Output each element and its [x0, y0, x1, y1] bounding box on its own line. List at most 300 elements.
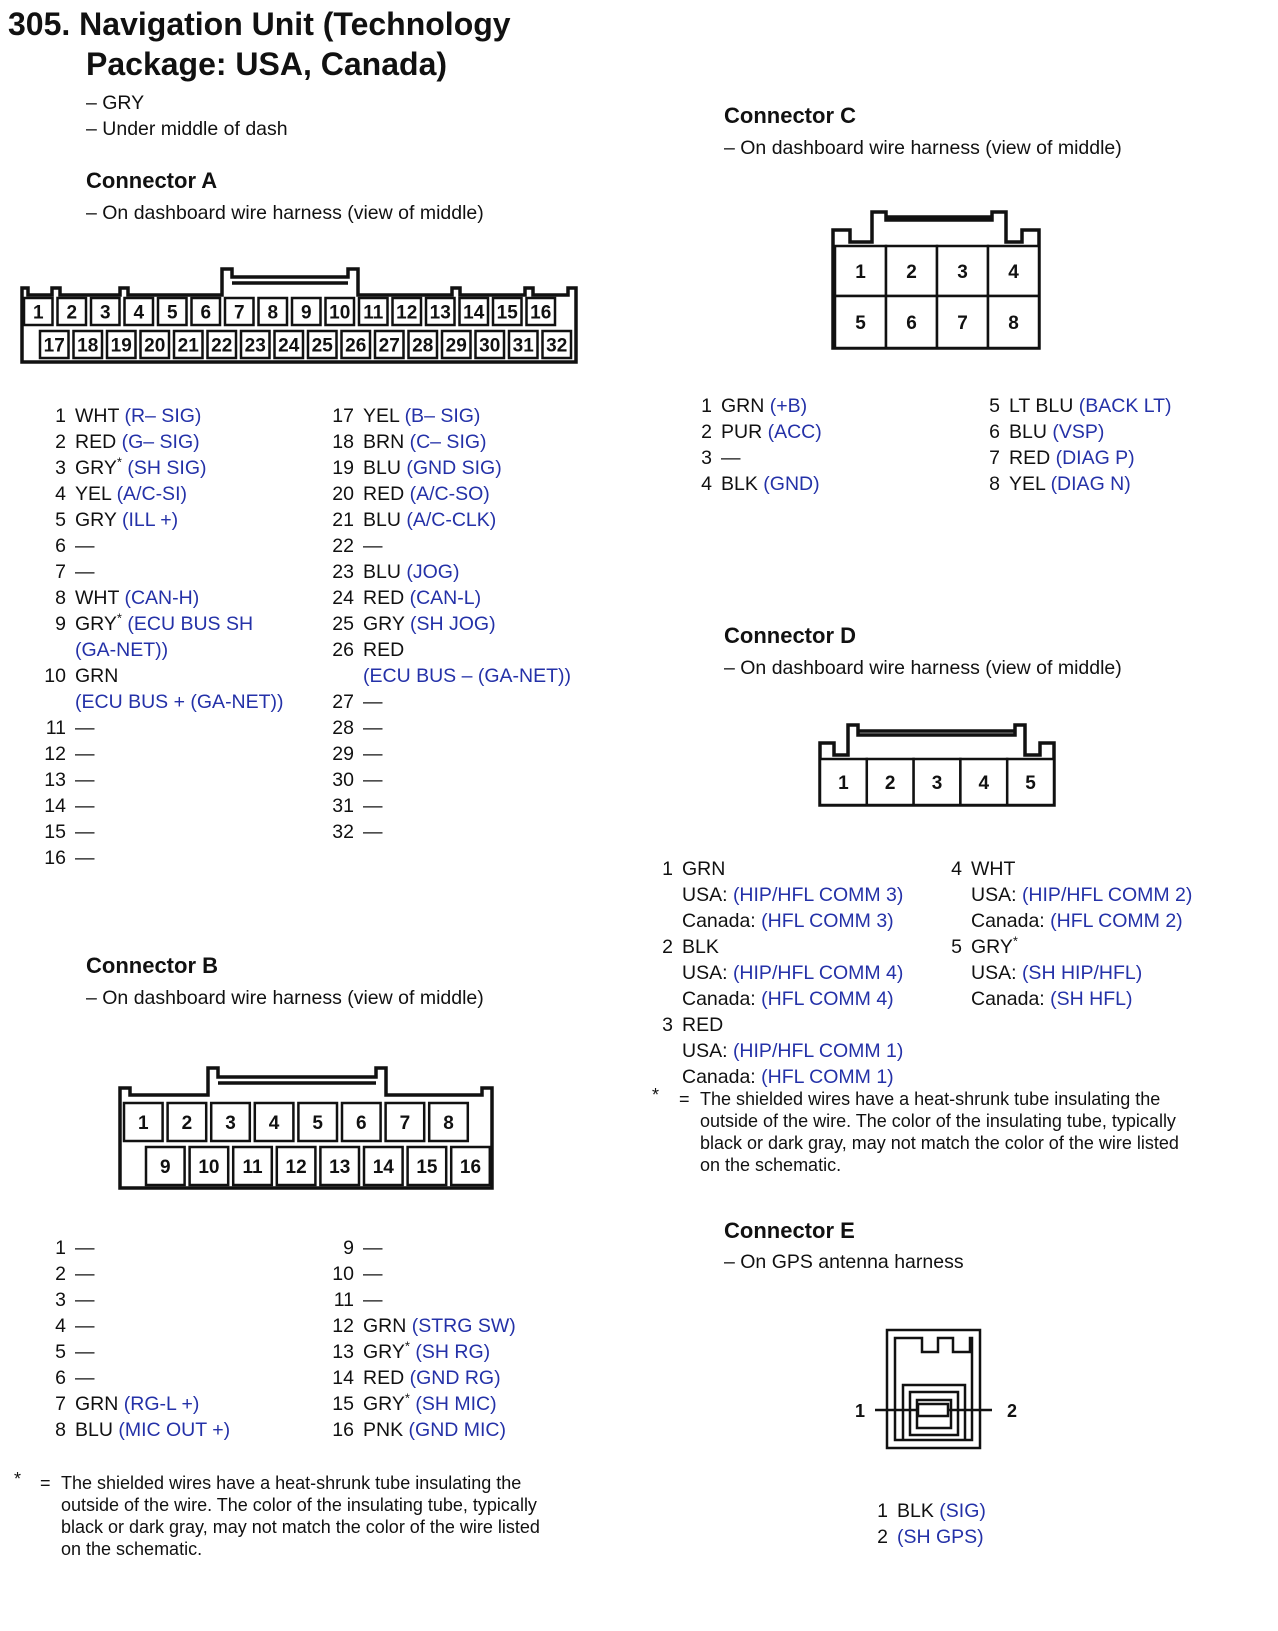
connector-e-pin-list: [866, 1498, 986, 1550]
pin-label: 5: [855, 312, 866, 334]
pin-label: 19: [110, 335, 132, 357]
pin-label: 23: [244, 335, 266, 357]
pin-line: [1009, 471, 1131, 497]
pin-body: [75, 507, 178, 533]
wire-color: —: [363, 795, 383, 817]
pin-region-line: [682, 1038, 903, 1064]
wire-color: —: [75, 743, 95, 765]
pin-function-cont: (ECU BUS + (GA-NET)): [75, 691, 284, 713]
pin-label: 6: [906, 312, 917, 334]
pin-number: 31: [332, 795, 354, 817]
connector-e-location: – On GPS antenna harness: [724, 1251, 964, 1273]
pin-row: [44, 1365, 230, 1391]
pin-number: 18: [332, 431, 354, 453]
pin-line: [75, 1261, 95, 1287]
connector-e-diagram: [840, 1320, 1040, 1460]
pin-row: [332, 559, 571, 585]
pin-label: 7: [233, 302, 245, 324]
pin-function: (SH MIC): [415, 1393, 497, 1415]
pin-line: [363, 1365, 501, 1391]
pin-body: [1009, 471, 1131, 497]
wire-color: BLK: [721, 473, 758, 495]
wire-color: GRY: [363, 613, 405, 635]
footnote-line: on the schematic.: [700, 1155, 842, 1175]
pin-row: [332, 533, 571, 559]
connector-d-diagram: [810, 715, 1070, 815]
pin-function: (DIAG N): [1050, 473, 1131, 495]
region-function: (HIP/HFL COMM 2): [1021, 884, 1193, 906]
wire-color: GRY: [75, 509, 117, 531]
pin-region-line: [682, 960, 903, 986]
pin-row: [332, 1235, 516, 1261]
pin-label: 32: [546, 335, 568, 357]
pin-row: [690, 471, 822, 497]
pin-body: [363, 533, 383, 559]
wire-color: GRN: [721, 395, 765, 417]
wire-color: —: [363, 1263, 383, 1285]
pin-body: [363, 559, 459, 585]
pin-number: 3: [55, 1289, 66, 1311]
pin-body: [721, 419, 822, 445]
pin-label: 24: [278, 335, 300, 357]
wire-color: RED: [682, 1014, 724, 1036]
pin-line: [363, 533, 383, 559]
pin-number: 28: [332, 717, 354, 739]
pin-number: 3: [662, 1014, 673, 1036]
pin-row: [332, 403, 571, 429]
pin-row: [44, 663, 284, 715]
footnote-eq: =: [40, 1473, 51, 1493]
pin-function: (JOG): [406, 561, 460, 583]
pin-body: [897, 1524, 984, 1550]
pin-line: [363, 1287, 383, 1313]
pin-row: [690, 393, 822, 419]
pin-row: [44, 1261, 230, 1287]
pin-body: [75, 1339, 95, 1365]
pin-number: 7: [989, 447, 1000, 469]
pin-function: (RG-L +): [123, 1393, 200, 1415]
connector-e-pin-2: 2: [1007, 1401, 1018, 1421]
pin-line: [75, 1235, 95, 1261]
pin-label: 5: [312, 1112, 323, 1134]
pin-number: 6: [989, 421, 1000, 443]
footnote-line: outside of the wire. The color of the insulating tube, typically: [700, 1111, 1176, 1131]
pin-number: 25: [332, 613, 354, 635]
pin-number: 2: [55, 1263, 66, 1285]
pin-number: 16: [332, 1419, 354, 1441]
pin-line: [75, 1365, 95, 1391]
pin-function: (GND MIC): [408, 1419, 507, 1441]
wire-color: BLK: [897, 1500, 934, 1522]
pin-line: [75, 481, 187, 507]
pin-number: 14: [332, 1367, 354, 1389]
pin-label: 2: [181, 1112, 193, 1134]
wire-color: —: [75, 847, 95, 869]
pin-line: [363, 611, 496, 637]
connector-d-pin-list-2: [940, 856, 1192, 1012]
wire-color: —: [363, 1289, 383, 1311]
pin-row: [44, 1417, 230, 1443]
pin-body: [363, 637, 571, 689]
pin-row: [690, 445, 822, 471]
pin-number: 5: [55, 509, 66, 531]
page-title: 305. Navigation Unit (Technology: [8, 6, 511, 42]
pin-line: [363, 1339, 490, 1365]
region-label: USA:: [682, 1040, 728, 1062]
wire-color: —: [75, 717, 95, 739]
pin-label: 4: [978, 772, 990, 794]
pin-row: [44, 507, 284, 533]
connector-a-heading: Connector A: [86, 168, 218, 193]
pin-number: 4: [951, 858, 962, 880]
pin-number: 3: [701, 447, 712, 469]
pin-line: [971, 934, 1142, 960]
wire-color: PUR: [721, 421, 763, 443]
pin-function: (R– SIG): [124, 405, 202, 427]
pin-body: [75, 403, 201, 429]
pin-row: [651, 1012, 903, 1090]
pin-label: 1: [32, 302, 44, 324]
pin-number: 22: [332, 535, 354, 557]
wire-color: RED: [363, 483, 405, 505]
pin-row: [44, 715, 284, 741]
pin-row: [332, 767, 571, 793]
pin-label: 27: [378, 335, 400, 357]
wire-color: GRY: [363, 1341, 405, 1363]
pin-body: [75, 1235, 95, 1261]
wire-color: —: [363, 691, 383, 713]
pin-body: [75, 533, 95, 559]
pin-row: [332, 585, 571, 611]
pin-label: 2: [884, 772, 896, 794]
pin-number: 5: [989, 395, 1000, 417]
pin-line: [75, 585, 199, 611]
pin-function: (CAN-L): [409, 587, 482, 609]
pin-body: [75, 1365, 95, 1391]
pin-line: [363, 689, 383, 715]
pin-row: [332, 715, 571, 741]
pin-label: 4: [1008, 261, 1019, 283]
pin-function: (MIC OUT +): [118, 1419, 231, 1441]
pin-line: [363, 455, 502, 481]
pin-row: [44, 1235, 230, 1261]
pin-body: [682, 1012, 903, 1090]
pin-line: [897, 1524, 984, 1550]
connector-c-location: – On dashboard wire harness (view of middle): [724, 137, 1122, 159]
pin-function: (A/C-CLK): [406, 509, 497, 531]
pin-line: [363, 1313, 516, 1339]
pin-function: (VSP): [1052, 421, 1105, 443]
footnote-eq: =: [679, 1089, 690, 1109]
pin-line: [721, 393, 807, 419]
pin-label: 1: [855, 261, 866, 283]
pin-line: [75, 1313, 95, 1339]
pin-number: 14: [44, 795, 66, 817]
pin-row: [332, 741, 571, 767]
pin-body: [721, 393, 807, 419]
wire-color: GRN: [363, 1315, 407, 1337]
pin-line: [75, 403, 201, 429]
region-function: (HIP/HFL COMM 3): [732, 884, 904, 906]
pin-line: [363, 715, 383, 741]
pin-row: [332, 1391, 516, 1417]
pin-row: [44, 559, 284, 585]
wire-color: —: [75, 1341, 95, 1363]
footnote-line: The shielded wires have a heat-shrunk tube insulating the: [700, 1089, 1161, 1109]
connector-a-pin-list-2: [332, 403, 571, 845]
pin-line: [363, 429, 487, 455]
pin-body: [363, 1365, 501, 1391]
pin-row: [44, 1391, 230, 1417]
pin-number: 11: [333, 1289, 354, 1311]
pin-body: [75, 819, 95, 845]
pin-body: [75, 455, 206, 481]
pin-line: [897, 1498, 986, 1524]
region-label: Canada:: [971, 910, 1045, 932]
pin-label: 3: [957, 261, 968, 283]
pin-row: [44, 429, 284, 455]
pin-body: [363, 715, 383, 741]
pin-body: [363, 611, 496, 637]
pin-row: [332, 689, 571, 715]
connector-c-heading: Connector C: [724, 103, 856, 128]
pin-body: [363, 1261, 383, 1287]
pin-row: [978, 419, 1172, 445]
pin-line: [363, 585, 481, 611]
wire-color: GRY: [75, 613, 117, 635]
pin-function: (SH JOG): [409, 613, 496, 635]
pin-line: [363, 403, 480, 429]
pin-row: [978, 471, 1172, 497]
connector-d-heading: Connector D: [724, 623, 856, 648]
pin-number: 9: [55, 613, 66, 635]
wire-color: —: [363, 743, 383, 765]
pin-number: 1: [701, 395, 712, 417]
pin-label: 6: [200, 302, 212, 324]
region-function: (HFL COMM 3): [761, 910, 894, 932]
pin-label: 4: [268, 1112, 280, 1134]
pin-number: 2: [662, 936, 673, 958]
pin-label: 22: [211, 335, 233, 357]
pin-number: 8: [55, 1419, 66, 1441]
pin-row: [690, 419, 822, 445]
pin-label: 29: [445, 335, 467, 357]
pin-body: [363, 1287, 383, 1313]
pin-line: [363, 793, 383, 819]
pin-label: 11: [363, 302, 384, 324]
pin-label: 13: [429, 302, 451, 324]
connector-b-pin-list-2: [332, 1235, 516, 1443]
pin-number: 6: [55, 535, 66, 557]
pin-line: [1009, 445, 1135, 471]
pin-body: [363, 689, 383, 715]
pin-row: [332, 481, 571, 507]
pin-label: 3: [931, 772, 943, 794]
pin-line: [682, 856, 903, 882]
pin-body: [971, 934, 1142, 1012]
shield-asterisk: *: [116, 454, 122, 470]
wire-color: —: [75, 821, 95, 843]
pin-number: 12: [44, 743, 66, 765]
pin-body: [682, 934, 903, 1012]
region-function: (SH HIP/HFL): [1021, 962, 1143, 984]
pin-number: 15: [44, 821, 66, 843]
pin-row: [651, 856, 903, 934]
pin-body: [363, 585, 481, 611]
pin-number: 29: [332, 743, 354, 765]
pin-row: [332, 793, 571, 819]
pin-number: 20: [332, 483, 354, 505]
pin-row: [44, 1313, 230, 1339]
pin-function: (+B): [769, 395, 808, 417]
wire-color: BLK: [682, 936, 719, 958]
pin-number: 10: [44, 665, 66, 687]
wire-color: GRY: [75, 457, 117, 479]
pin-label: 8: [267, 302, 279, 324]
pin-body: [1009, 393, 1172, 419]
pin-number: 1: [662, 858, 673, 880]
pin-row: [44, 767, 284, 793]
pin-line: [363, 507, 496, 533]
region-label: USA:: [682, 884, 728, 906]
pin-number: 3: [55, 457, 66, 479]
pin-row: [44, 481, 284, 507]
wire-color: —: [363, 821, 383, 843]
footnote-text: [700, 1088, 1278, 1176]
region-label: Canada:: [971, 988, 1045, 1010]
wire-color: GRY: [971, 936, 1013, 958]
pin-region-line: [971, 960, 1142, 986]
connector-d-pin-list-1: [651, 856, 903, 1090]
pin-body: [75, 559, 95, 585]
wire-color: WHT: [75, 405, 120, 427]
pin-body: [75, 429, 200, 455]
unit-location: – Under middle of dash: [86, 118, 288, 140]
pin-number: 5: [951, 936, 962, 958]
shield-asterisk: *: [404, 1390, 410, 1406]
pin-number: 23: [332, 561, 354, 583]
pin-body: [75, 715, 95, 741]
pin-line: [75, 663, 284, 689]
pin-row: [332, 1313, 516, 1339]
pin-body: [75, 741, 95, 767]
pin-label: 30: [479, 335, 501, 357]
pin-label: 15: [416, 1156, 438, 1178]
pin-row: [44, 1339, 230, 1365]
pin-function-cont: (ECU BUS – (GA-NET)): [363, 665, 572, 687]
pin-body: [363, 741, 383, 767]
pin-body: [363, 403, 480, 429]
pin-label: 2: [66, 302, 78, 324]
pin-body: [75, 481, 187, 507]
wire-color: YEL: [75, 483, 112, 505]
footnote-line: The shielded wires have a heat-shrunk tube insulating the: [61, 1473, 522, 1493]
footnote-star: *: [14, 1469, 22, 1489]
connector-b-pin-list-1: [44, 1235, 230, 1443]
pin-row: [44, 793, 284, 819]
pin-function: (GND): [763, 473, 820, 495]
footnote-line: black or dark gray, may not match the color of the wire listed: [61, 1517, 540, 1537]
pin-body: [75, 1391, 199, 1417]
pin-function: (STRG SW): [411, 1315, 516, 1337]
pin-line: [75, 1391, 199, 1417]
pin-number: 4: [55, 483, 66, 505]
pin-row: [44, 403, 284, 429]
unit-color: – GRY: [86, 92, 145, 114]
pin-body: [75, 845, 95, 871]
pin-body: [971, 856, 1192, 934]
pin-number: 21: [332, 509, 354, 531]
wire-color: WHT: [75, 587, 120, 609]
pin-row: [332, 1287, 516, 1313]
pin-line: [682, 934, 903, 960]
pin-number: 16: [44, 847, 66, 869]
pin-row: [332, 819, 571, 845]
pin-label: 2: [906, 261, 917, 283]
pin-number: 2: [701, 421, 712, 443]
pin-line: [682, 1012, 903, 1038]
pin-row: [44, 611, 284, 663]
connector-a-location: – On dashboard wire harness (view of middle): [86, 202, 484, 224]
pin-label: 28: [412, 335, 434, 357]
pin-row: [332, 637, 571, 689]
pin-line: [75, 1417, 230, 1443]
pin-line: [363, 637, 571, 663]
wire-color: LT BLU: [1009, 395, 1074, 417]
pin-function: (ILL +): [121, 509, 179, 531]
wire-color: RED: [1009, 447, 1051, 469]
pin-region-line: [682, 986, 903, 1012]
pin-label: 3: [99, 302, 111, 324]
pin-line: [363, 481, 490, 507]
region-label: USA:: [971, 962, 1017, 984]
pin-label: 12: [396, 302, 418, 324]
pin-body: [75, 1417, 230, 1443]
pin-label: 13: [329, 1156, 351, 1178]
pin-label: 31: [512, 335, 534, 357]
pin-function: (A/C-SO): [409, 483, 490, 505]
footnote-star: *: [652, 1085, 660, 1105]
pin-row: [44, 741, 284, 767]
pin-label: 12: [285, 1156, 307, 1178]
pin-number: 13: [332, 1341, 354, 1363]
pin-function: (SH RG): [415, 1341, 491, 1363]
footnote-text: [61, 1472, 621, 1560]
pin-row: [332, 1417, 516, 1443]
region-label: USA:: [682, 962, 728, 984]
pin-body: [75, 1287, 95, 1313]
pin-line: [363, 741, 383, 767]
pin-body: [75, 585, 199, 611]
connector-a-diagram: [0, 255, 600, 375]
wire-color: —: [721, 447, 741, 469]
shield-asterisk: *: [1012, 933, 1018, 949]
footnote-line: on the schematic.: [61, 1539, 203, 1559]
shield-asterisk: *: [404, 1338, 410, 1354]
pin-function: (A/C-SI): [116, 483, 187, 505]
pin-label: 14: [463, 302, 485, 324]
pin-line: [363, 559, 459, 585]
pin-line: [721, 471, 820, 497]
pin-body: [363, 481, 490, 507]
pin-line: [75, 611, 253, 637]
pin-line: [363, 1417, 506, 1443]
pin-body: [75, 767, 95, 793]
pin-body: [721, 445, 741, 471]
wire-color: —: [363, 717, 383, 739]
pin-row: [332, 611, 571, 637]
pin-line: [75, 1287, 95, 1313]
